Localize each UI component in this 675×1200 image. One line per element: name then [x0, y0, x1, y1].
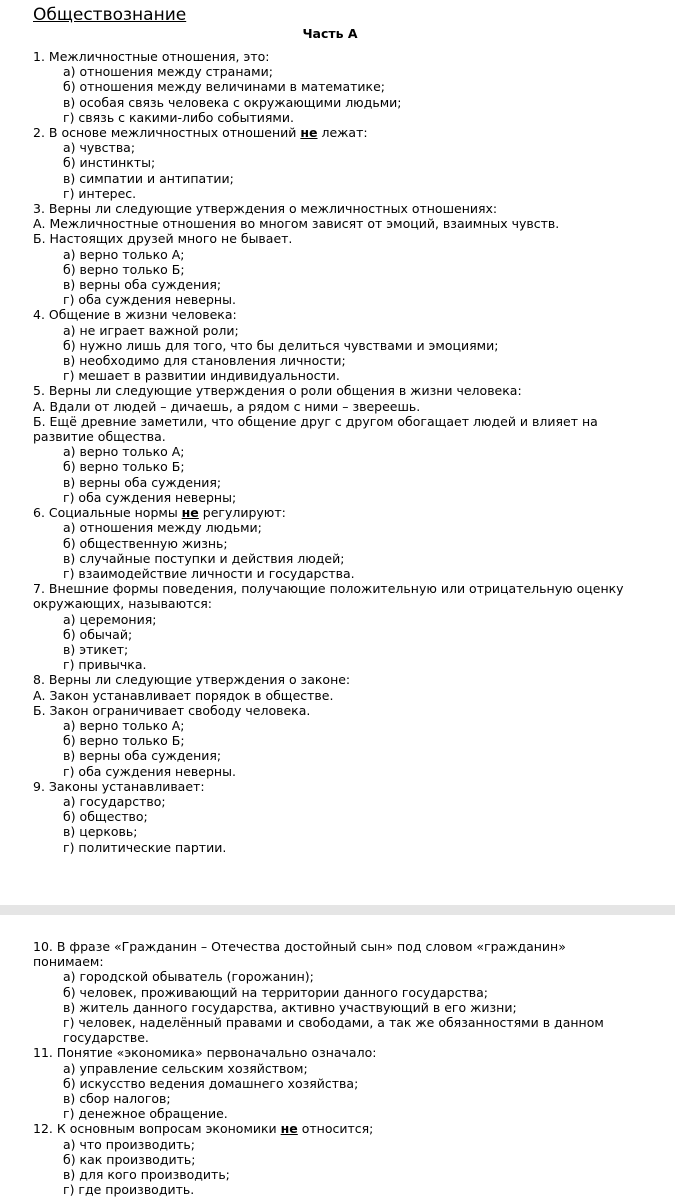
question-6	[33, 505, 633, 581]
answer-option: в) церковь;	[63, 824, 138, 840]
answer-option: г) взаимодействие личности и государства.	[63, 565, 355, 581]
statement: Б. Ещё древние заметили, что общение друг с другом обогащает людей и влияет на развитие общества.	[33, 413, 598, 445]
answer-option: в) житель данного государства, активно участвующий в его жизни;	[63, 999, 517, 1015]
answer-option: г) мешает в развитии индивидуальности.	[63, 368, 340, 384]
question-prompt: В фразе «Гражданин – Отечества достойный сын» под словом «гражданин» понимаем:	[33, 939, 566, 970]
question-text: 6. Социальные нормы не регулируют:	[33, 505, 286, 521]
statement: Б. Настоящих друзей много не бывает.	[33, 231, 293, 247]
question-prompt: Законы устанавливает:	[48, 778, 205, 794]
page-separator	[0, 905, 675, 915]
question-prompt-pre: Социальные нормы	[48, 505, 182, 521]
answer-option: б) верно только Б;	[63, 261, 185, 277]
questions-part-2	[33, 939, 633, 1197]
answer-option: г) оба суждения неверны;	[63, 489, 237, 505]
answer-option: а) отношения между людьми;	[63, 520, 262, 536]
answer-option: г) интерес.	[63, 185, 137, 201]
answer-option: а) церемония;	[63, 611, 157, 627]
question-prompt-post: регулируют:	[198, 505, 286, 521]
answer-option: в) верны оба суждения;	[63, 748, 222, 764]
answer-option: в) случайные поступки и действия людей;	[63, 550, 345, 566]
answer-option: г) связь с какими-либо событиями.	[63, 109, 294, 125]
question-text: 7. Внешние формы поведения, получающие положительную или отрицательную оценку окружающих, называются:	[33, 581, 624, 612]
question-text: 1. Межличностные отношения, это:	[33, 49, 270, 64]
answer-option: б) верно только Б;	[63, 459, 185, 475]
question-text: 5. Верны ли следующие утверждения о роли общения в жизни человека:	[33, 383, 522, 399]
subject-title: Обществознание	[33, 5, 187, 25]
answer-option: б) общество;	[63, 809, 148, 825]
question-text: 4. Общение в жизни человека:	[33, 307, 237, 323]
answer-option: а) чувства;	[63, 140, 136, 156]
answer-option: г) политические партии.	[63, 839, 227, 855]
answer-option: б) отношения между величинами в математике;	[63, 79, 386, 95]
question-8	[33, 672, 633, 778]
question-text: 9. Законы устанавливает:	[33, 778, 205, 794]
answer-option: в) особая связь человека с окружающими людьми;	[63, 94, 402, 110]
answer-option: б) человек, проживающий на территории данного государства;	[63, 984, 488, 1000]
statement: Б. Закон ограничивает свободу человека.	[33, 702, 311, 718]
answer-option: б) общественную жизнь;	[63, 535, 228, 551]
answer-option: б) как производить;	[63, 1151, 196, 1167]
question-prompt-post: лежат:	[317, 125, 368, 141]
question-text: 8. Верны ли следующие утверждения о законе:	[33, 672, 351, 688]
answer-option: б) искусство ведения домашнего хозяйства;	[63, 1075, 359, 1091]
question-text: 10. В фразе «Гражданин – Отечества достойный сын» под словом «гражданин» понимаем:	[33, 939, 566, 970]
question-text: 2. В основе межличностных отношений не лежат:	[33, 125, 368, 141]
part-heading: Часть А	[302, 26, 358, 41]
question-prompt: Верны ли следующие утверждения о законе:	[48, 672, 351, 688]
answer-option: а) государство;	[63, 793, 166, 809]
question-text: 12. К основным вопросам экономики не относится;	[33, 1121, 374, 1137]
answer-option: а) отношения между странами;	[63, 64, 273, 80]
question-12	[33, 1121, 633, 1197]
question-text: 11. Понятие «экономика» первоначально означало:	[33, 1045, 377, 1061]
question-prompt: Понятие «экономика» первоначально означало:	[56, 1045, 377, 1061]
answer-option: а) управление сельским хозяйством;	[63, 1060, 308, 1076]
question-number: 7	[33, 581, 41, 597]
answer-option: г) привычка.	[63, 657, 147, 673]
question-9	[33, 779, 633, 855]
answer-option: а) верно только А;	[63, 444, 185, 460]
answer-option: а) не играет важной роли;	[63, 322, 239, 338]
answer-option: в) для кого производить;	[63, 1167, 230, 1183]
question-number: 8	[33, 672, 41, 688]
question-7	[33, 581, 633, 672]
question-prompt: Межличностные отношения, это:	[48, 49, 270, 64]
answer-option: б) обычай;	[63, 626, 133, 642]
question-prompt: Верны ли следующие утверждения о роли общения в жизни человека:	[48, 383, 522, 399]
question-prompt: Внешние формы поведения, получающие положительную или отрицательную оценку окружающих, называются:	[33, 581, 624, 612]
question-2	[33, 125, 633, 201]
question-prompt: Общение в жизни человека:	[48, 307, 237, 323]
question-4	[33, 307, 633, 383]
question-number: 3	[33, 201, 41, 217]
answer-option: г) денежное обращение.	[63, 1106, 228, 1122]
question-number: 10	[33, 939, 49, 954]
question-number: 12	[33, 1121, 49, 1137]
answer-option: г) где производить.	[63, 1182, 195, 1198]
answer-option: а) что производить;	[63, 1136, 195, 1152]
answer-option: а) верно только А;	[63, 717, 185, 733]
question-11	[33, 1045, 633, 1121]
questions-part-1	[33, 49, 633, 855]
question-prompt-pre: В основе межличностных отношений	[48, 125, 301, 141]
answer-option: в) симпатии и антипатии;	[63, 170, 234, 186]
answer-option: в) верны оба суждения;	[63, 277, 222, 293]
question-1	[33, 49, 633, 125]
question-number: 9	[33, 778, 41, 794]
answer-option: б) инстинкты;	[63, 155, 156, 171]
answer-option: г) человек, наделённый правами и свободами, а так же обязанностями в данном государстве.	[63, 1015, 604, 1046]
negation-word: не	[280, 1121, 298, 1137]
question-number: 11	[33, 1045, 49, 1061]
question-number: 4	[33, 307, 41, 323]
question-number: 1	[33, 49, 41, 64]
statement: А. Закон устанавливает порядок в обществе.	[33, 687, 334, 703]
answer-option: а) верно только А;	[63, 246, 185, 262]
answer-option: в) верны оба суждения;	[63, 474, 222, 490]
question-number: 2	[33, 125, 41, 141]
statement: А. Межличностные отношения во многом зависят от эмоций, взаимных чувств.	[33, 216, 560, 232]
question-prompt-post: относится;	[297, 1121, 374, 1137]
question-5	[33, 383, 633, 505]
answer-option: б) верно только Б;	[63, 733, 185, 749]
negation-word: не	[300, 125, 318, 141]
question-text: 3. Верны ли следующие утверждения о межличностных отношениях:	[33, 201, 498, 217]
document-page-2	[0, 915, 675, 1200]
question-number: 6	[33, 505, 41, 521]
question-10	[33, 939, 633, 1045]
question-prompt-pre: К основным вопросам экономики	[56, 1121, 281, 1137]
answer-option: в) этикет;	[63, 641, 129, 657]
answer-option: а) городской обыватель (горожанин);	[63, 969, 314, 985]
answer-option: в) необходимо для становления личности;	[63, 353, 346, 369]
answer-option: г) оба суждения неверны.	[63, 763, 236, 779]
question-number: 5	[33, 383, 41, 399]
answer-option: в) сбор налогов;	[63, 1091, 171, 1107]
question-prompt: Верны ли следующие утверждения о межличностных отношениях:	[48, 201, 498, 217]
answer-option: б) нужно лишь для того, что бы делиться чувствами и эмоциями;	[63, 337, 499, 353]
statement: А. Вдали от людей – дичаешь, а рядом с ними – звереешь.	[33, 398, 421, 414]
answer-option: г) оба суждения неверны.	[63, 292, 236, 308]
question-3	[33, 201, 633, 307]
negation-word: не	[181, 505, 199, 521]
